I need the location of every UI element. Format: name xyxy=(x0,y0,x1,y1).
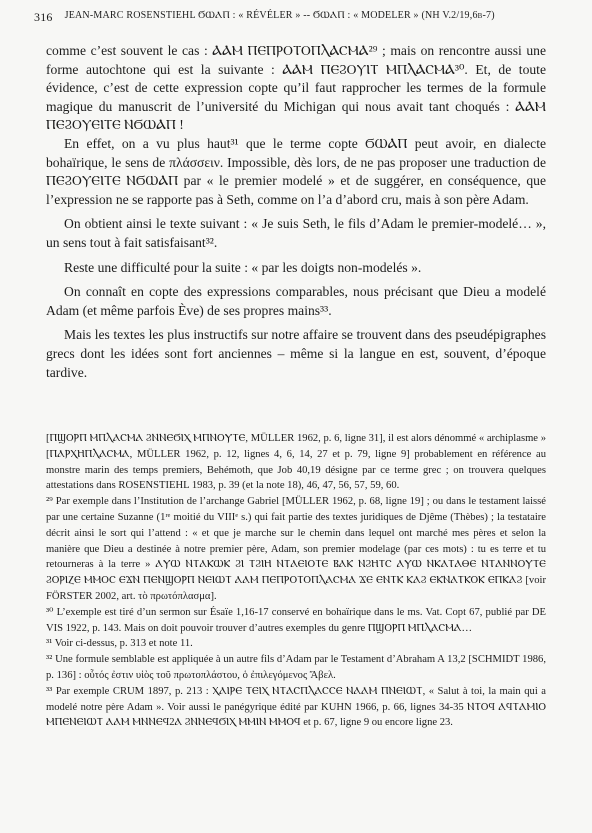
paragraph: On obtient ainsi le texte suivant : « Je suis Seth, le fils d’Adam le premier-modelé… », un sens tout à fait satisfaisant³². xyxy=(46,216,546,250)
paragraph: Reste une difficulté pour la suite : « par les doigts non-modelés ». xyxy=(64,259,422,275)
paragraph: Mais les textes les plus instructifs sur notre affaire se trouvent dans des pseudépigraphes grecs dont les idées sont fort anciennes – même si la langue en est, souvent, d’époque tardive. xyxy=(46,327,546,380)
paragraph: En effet, on a vu plus haut³¹ que le terme copte ϬⲰⲀⲠ peut avoir, en dialecte bohaïrique, le sens de πλάσσειν. Impossible, dès lors, de ne pas proposer une traduction de ⲠⲈϨⲞⲨⲈⲒⲦⲈ ⲚϬⲰⲀⲠ par « le premier modelé » et de suggérer, en conséquence, que l’expression ne se rapporte pas à Seth, comme on l’a d’abord cru, mais à son père Adam. xyxy=(46,135,546,207)
footnote: ³² Une formule semblable est appliquée à un autre fils d’Adam par le Testament d’Abraham A 13,2 [SCHMIDT 1986, p. 136] : οὗτός ἐστιν υἱὸς τοῦ πρωτοπλάστου, ὁ ἐπιλεγόμενος Ἄβελ. xyxy=(46,654,546,681)
footnote: ³³ Par exemple CRUM 1897, p. 213 : ⲬⲀⲒⲢⲈ ⲦⲈⲒⲬ ⲚⲦⲀⲤⲠⲖⲀⲤⲤⲈ ⲚⲀⲀⲘ ⲠⲚⲈⲒⲰⲦ, « Salut à toi, la main qui a modelé notre père Adam ». Voir aussi le panégyrique édité par KUHN 1966, p. 66, lignes 34-35 ⲚⲦⲞϤ ⲀϤⲦⲀⲘⲒⲞ ⲘⲠⲈⲚⲈⲒⲰⲦ ⲀⲀⲘ ⲘⲚⲚⲈϤ2Ⲁ ϨⲚⲚⲈϤϬⲒⲬ ⲘⲘⲒⲚ ⲘⲘⲞϤ et p. 67, ligne 9 ou encore ligne 23. xyxy=(46,685,546,729)
page-number: 316 xyxy=(34,10,53,24)
footnote: [ⲠϢⲞⲢⲠ ⲘⲠⲖⲀⲤⲘⲀ ϨⲚⲚⲈϬⲒⲬ ⲘⲠⲚⲞⲨⲦⲈ, MÜLLER 1962, p. 6, ligne 31], il est alors dénommé « archiplasme » [ⲠⲀⲢⲬⲎⲠⲖⲀⲤⲘⲀ, MÜLLER 1962, p. 12, lignes 4, 6, 14, 27 et p. 79, ligne 9] probablement en référence au monstre marin des temps premiers, Behémoth, que Job 40,19 désigne par ce terme grec ; on trouvera quelques attestations dans ROSENSTIEHL 1983, p. 39 (et la note 18), 46, 47, 56, 57, 59, 60. xyxy=(46,433,546,492)
running-header xyxy=(34,10,574,25)
footnote: ³¹ Voir ci-dessus, p. 313 et note 11. xyxy=(46,638,193,650)
footnote: ³⁰ L’exemple est tiré d’un sermon sur Ésaïe 1,16-17 conservé en bohaïrique dans le ms. Vat. Copt 67, publié par DE VIS 1922, p. 143. Mais on doit pouvoir trouver d’autres exemples du genre ⲠϢⲞⲢⲠ ⲘⲠⲖⲀⲤⲘⲀ… xyxy=(46,606,546,634)
paragraph: On connaît en copte des expressions comparables, nous précisant que Dieu a modelé Adam (et même parfois Ève) de ses propres mains³³. xyxy=(46,284,546,318)
paragraph: comme c’est souvent le cas : ⲀⲀⲘ ⲠⲈⲠⲢⲞⲦⲞⲠⲖⲀⲤⲘⲀ²⁹ ; mais on rencontre aussi une forme autochtone qui est la suivante : ⲀⲀⲘ ⲠⲈϨⲞⲨⲒⲦ ⲘⲠⲖⲀⲤⲘⲀ³⁰. Et, de toute évidence, c’est de cette expression copte qu’il faut rapprocher les termes de la formule magique du manuscrit de l’université du Michigan qui nous avait tant choqués : ⲀⲀⲘ ⲠⲈϨⲞⲨⲈⲒⲦⲈ ⲚϬⲰⲀⲠ ! xyxy=(46,43,546,133)
main-text xyxy=(46,42,546,382)
footnote: ²⁹ Par exemple dans l’Institution de l’archange Gabriel [MÜLLER 1962, p. 68, ligne 19] ; ou dans le testament laissé par une certaine Suzanne (1ʳᵉ moitié du VIIIᵉ s.) qui fait partie des textes juridiques de Djême (Thèbes) ; la testataire décrit ainsi le sort qui l’attend : « et que je marche sur le chemin dans lequel ont marché mes pères et selon la manière que Dieu a destinée à notre premier père, Adam, son premier modelage (par ces mots) : tu es terre et tu retourneras à la terre » ⲀⲨⲰ ⲚⲦⲀⲔⲰⲔ ϨⲒ ⲦϨⲒⲎ ⲚⲦⲀⲈⲒⲞⲦⲈ ⲂⲀⲔ ⲚϨⲎⲦⲤ ⲀⲨⲰ ⲚⲔⲀⲦⲀⲐⲈ ⲚⲦⲀⲚⲚⲞⲨⲦⲈ ϨⲞⲢⲒⲌⲈ ⲘⲘⲞⲤ ⲈϪⲚ ⲠⲈⲚϢⲞⲢⲠ ⲚⲈⲒⲰⲦ ⲀⲀⲘ ⲠⲈⲠⲢⲞⲦⲞⲠⲖⲀⲤⲘⲀ ϪⲈ ⲈⲚⲦⲔ ⲔⲀϨ ⲈⲔⲚⲀⲦⲔⲞⲔ ⲈⲠⲔⲀϨ [voir FÖRSTER 2002, art. τὸ πρωτόπλασμα]. xyxy=(46,496,546,602)
running-head: JEAN-MARC ROSENSTIEHL ϬⲰⲀⲠ : « RÉVÉLER » -- ϬⲰⲀⲠ : « MODELER » (NH V.2/19,6b-7) xyxy=(64,10,495,21)
footnotes xyxy=(46,431,546,731)
